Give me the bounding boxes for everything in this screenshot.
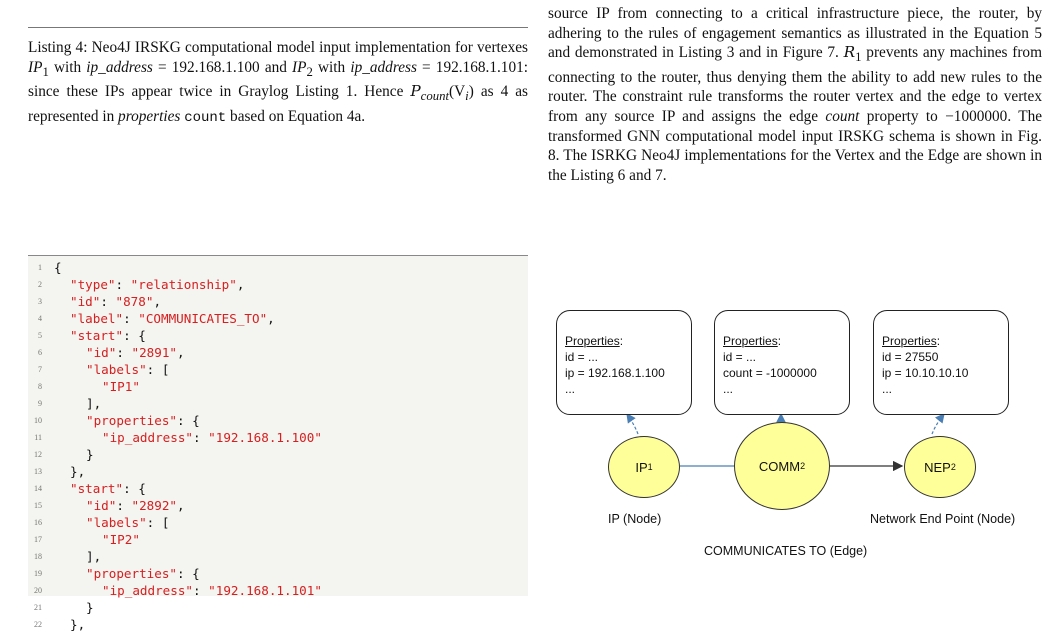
property-line: count = -1000000 xyxy=(723,366,817,380)
code-token: }, xyxy=(70,464,86,479)
edge-caption: COMMUNICATES TO (Edge) xyxy=(704,544,868,558)
property-line: id = ... xyxy=(565,350,599,364)
node-nep2 xyxy=(904,436,976,498)
code-token: : xyxy=(146,362,162,377)
caption-top-rule xyxy=(28,27,528,28)
properties-box-nep xyxy=(873,310,1009,415)
code-token: "ip_address" xyxy=(102,583,193,598)
properties-heading: Properties xyxy=(882,334,937,348)
code-token: "id" xyxy=(86,498,117,513)
line-number: 17 xyxy=(34,535,42,544)
code-token: , xyxy=(177,498,185,513)
code-line xyxy=(28,497,528,514)
line-number: 13 xyxy=(34,467,42,476)
code-token: "2891" xyxy=(131,345,178,360)
code-line xyxy=(28,412,528,429)
node-main-label: COMM xyxy=(758,458,801,474)
code-token: : xyxy=(177,566,193,581)
paragraph-r1-sub: 1 xyxy=(855,50,862,65)
code-token: "192.168.1.101" xyxy=(208,583,322,598)
code-token: "878" xyxy=(115,294,154,309)
code-line xyxy=(28,480,528,497)
code-line xyxy=(28,463,528,480)
properties-box-comm xyxy=(714,310,850,415)
code-line xyxy=(28,310,528,327)
code-token: : xyxy=(115,277,131,292)
code-content xyxy=(86,514,169,531)
code-token: : xyxy=(123,328,139,343)
property-line: ... xyxy=(723,382,734,396)
code-content xyxy=(86,548,101,565)
left-column xyxy=(28,0,528,632)
code-content xyxy=(86,599,94,616)
code-content xyxy=(86,344,185,361)
line-number: 10 xyxy=(34,416,42,425)
code-token: , xyxy=(267,311,275,326)
property-line: id = ... xyxy=(723,350,757,364)
code-token: "id" xyxy=(86,345,117,360)
code-content xyxy=(86,565,200,582)
code-token: "start" xyxy=(70,328,124,343)
caption-text: based on Equation 4a. xyxy=(226,107,366,125)
code-token: : xyxy=(116,345,132,360)
code-token: [ xyxy=(161,515,170,530)
code-line xyxy=(28,599,528,616)
caption-text: as 4 as represented in xyxy=(28,83,528,125)
code-token: "properties" xyxy=(86,566,177,581)
code-line xyxy=(28,395,528,412)
node-sub-label: 2 xyxy=(950,462,956,472)
paragraph-count: count xyxy=(825,108,860,126)
caption-ip2-sub: 2 xyxy=(306,64,313,79)
code-token: "COMMUNICATES_TO" xyxy=(138,311,268,326)
node-sub-label: 2 xyxy=(800,461,806,471)
caption-vi: (V xyxy=(449,83,466,101)
caption-attr: ip_address xyxy=(86,58,153,76)
code-token: "192.168.1.100" xyxy=(208,430,322,445)
property-line: ip = 10.10.10.10 xyxy=(882,366,969,380)
caption-pcount-sub: count xyxy=(420,89,449,104)
caption-count-literal: count xyxy=(184,109,227,126)
code-line xyxy=(28,361,528,378)
paragraph-r1: R xyxy=(843,43,856,62)
code-line xyxy=(28,429,528,446)
caption-text: with xyxy=(48,58,87,76)
code-content xyxy=(70,293,161,310)
code-token: }, xyxy=(70,617,86,632)
code-token: "IP1" xyxy=(102,379,140,394)
caption-text: Listing 4: Neo4J IRSKG computational model input implementation for vertexes xyxy=(28,39,528,56)
code-line xyxy=(28,327,528,344)
prop-link-3 xyxy=(932,414,944,434)
caption-text: ) xyxy=(468,83,474,101)
code-line xyxy=(28,514,528,531)
code-token: "id" xyxy=(70,294,101,309)
caption-text: with xyxy=(312,58,351,76)
listing-caption xyxy=(28,38,528,128)
line-number: 19 xyxy=(34,569,42,578)
line-number: 16 xyxy=(34,518,42,527)
code-token: ], xyxy=(86,396,102,411)
caption-attr: ip_address xyxy=(350,58,417,76)
properties-heading: Properties xyxy=(723,334,778,348)
paragraph-text: property to −1000000. The transformed GNN computational model input IRSKG schema is shown in Fig. 8. The ISRKG Neo4J implementations for the Vertex and the Edge are shown in the Listing 6 and 7. xyxy=(548,108,1043,184)
line-number: 20 xyxy=(34,586,42,595)
code-token: : xyxy=(123,311,139,326)
line-number: 7 xyxy=(38,365,42,374)
properties-heading: Properties xyxy=(565,334,620,348)
code-token: { xyxy=(192,566,200,581)
code-token: { xyxy=(138,328,146,343)
code-token: { xyxy=(54,260,62,275)
code-content xyxy=(86,497,185,514)
properties-colon: : xyxy=(936,334,941,348)
caption-text: = 192.168.1.100 and xyxy=(152,58,293,76)
caption-properties: properties xyxy=(118,107,181,125)
line-number: 18 xyxy=(34,552,42,561)
code-content xyxy=(70,276,244,293)
code-token: : xyxy=(193,583,209,598)
node-main-label: IP xyxy=(635,459,648,475)
code-token: { xyxy=(192,413,200,428)
node-comm2 xyxy=(734,422,830,510)
node-caption-nep: Network End Point (Node) xyxy=(870,512,1016,526)
line-number: 9 xyxy=(38,399,42,408)
code-content xyxy=(70,310,275,327)
line-number: 2 xyxy=(38,280,42,289)
body-paragraph xyxy=(548,4,1042,185)
properties-box-ip xyxy=(556,310,692,415)
code-content xyxy=(102,582,322,599)
code-content xyxy=(86,446,94,463)
caption-vi-sub: i xyxy=(465,89,469,104)
code-line xyxy=(28,446,528,463)
code-token: "labels" xyxy=(86,515,147,530)
code-line xyxy=(28,276,528,293)
code-token: "2892" xyxy=(131,498,178,513)
caption-text: = 192.168.1.101: since these IPs appear twice in Graylog Listing 1. Hence xyxy=(28,58,528,101)
code-token: : xyxy=(100,294,116,309)
line-number: 4 xyxy=(38,314,42,323)
code-content xyxy=(86,412,200,429)
code-token: , xyxy=(236,277,245,292)
code-token: } xyxy=(86,600,94,615)
code-content xyxy=(70,463,85,480)
paragraph-text: source IP from connecting to a critical infrastructure piece, the router, by adhering to the rules of engagement semantics as illustrated in the Equation 5 and demonstrated in Listing 3 and in Figure 7. xyxy=(548,5,1042,62)
code-token: , xyxy=(153,294,162,309)
property-line: id = 27550 xyxy=(882,350,939,364)
property-line: ip = 192.168.1.100 xyxy=(565,366,665,380)
line-number: 11 xyxy=(34,433,42,442)
code-token: [ xyxy=(161,362,170,377)
code-token: "IP2" xyxy=(102,532,140,547)
node-main-label: NEP xyxy=(924,459,951,475)
line-number: 15 xyxy=(34,501,42,510)
code-token: "relationship" xyxy=(130,277,237,292)
code-listing xyxy=(28,255,528,632)
property-line: ... xyxy=(882,382,893,396)
code-token: "ip_address" xyxy=(102,430,193,445)
code-line xyxy=(28,378,528,395)
paragraph-text: prevents any machines from connecting to the router, thus denying them the ability to add new rules to the router. The constraint rule transforms the router vertex and the edge to vertex from any source IP and assigns the edge xyxy=(548,44,1042,126)
code-line xyxy=(28,565,528,582)
line-number: 21 xyxy=(34,603,42,612)
caption-ip1: IP xyxy=(28,58,43,76)
schema-diagram xyxy=(548,300,1042,584)
caption-pcount: P xyxy=(410,82,421,101)
code-token: ], xyxy=(86,549,102,564)
code-token: "labels" xyxy=(86,362,147,377)
caption-ip2: IP xyxy=(292,58,307,76)
code-line xyxy=(28,531,528,548)
code-content xyxy=(70,616,85,633)
code-token: "type" xyxy=(70,277,116,292)
code-line xyxy=(28,293,528,310)
properties-colon: : xyxy=(777,334,782,348)
code-content xyxy=(86,361,169,378)
code-token: "label" xyxy=(70,311,124,326)
code-content xyxy=(70,327,146,344)
properties-colon: : xyxy=(619,334,624,348)
code-token: : xyxy=(177,413,193,428)
code-token: : xyxy=(193,430,209,445)
code-token: , xyxy=(177,345,185,360)
code-content xyxy=(86,395,101,412)
line-number: 3 xyxy=(38,297,42,306)
code-content xyxy=(102,531,140,548)
prop-link-1 xyxy=(627,414,638,434)
code-line xyxy=(28,548,528,565)
line-number: 6 xyxy=(38,348,42,357)
line-number: 8 xyxy=(38,382,42,391)
line-number: 1 xyxy=(38,263,42,272)
code-token: : xyxy=(123,481,139,496)
code-content xyxy=(102,378,140,395)
code-token: "properties" xyxy=(86,413,177,428)
code-token: { xyxy=(138,481,146,496)
code-line xyxy=(28,616,528,633)
node-caption-ip: IP (Node) xyxy=(608,512,662,526)
code-line xyxy=(28,259,528,276)
code-token: : xyxy=(116,498,132,513)
code-line xyxy=(28,582,528,599)
code-content xyxy=(54,259,62,276)
property-line: ... xyxy=(565,382,576,396)
node-ip1 xyxy=(608,436,680,498)
code-token: : xyxy=(146,515,162,530)
caption-ip1-sub: 1 xyxy=(42,64,49,79)
line-number: 14 xyxy=(34,484,42,493)
line-number: 5 xyxy=(38,331,42,340)
node-sub-label: 1 xyxy=(647,462,653,472)
line-number: 22 xyxy=(34,620,42,629)
code-token: } xyxy=(86,447,94,462)
code-content xyxy=(70,480,146,497)
code-token: "start" xyxy=(70,481,124,496)
line-number: 12 xyxy=(34,450,42,459)
code-line xyxy=(28,344,528,361)
code-content xyxy=(102,429,322,446)
